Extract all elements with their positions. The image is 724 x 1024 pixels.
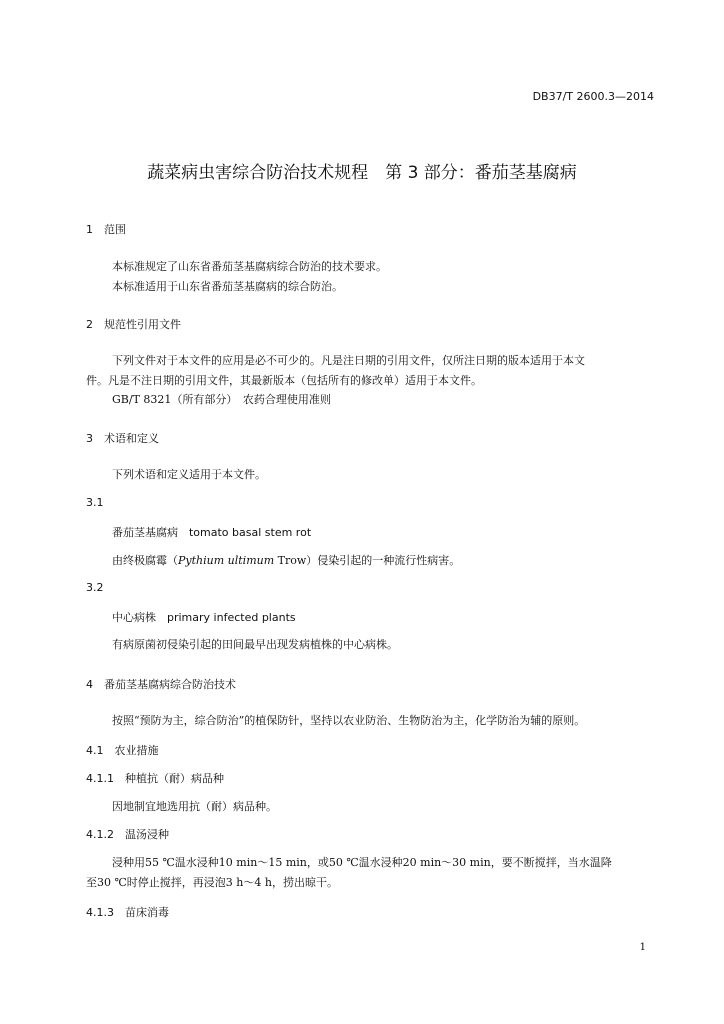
section-3-intro: 下列术语和定义适用于本文件。 bbox=[112, 468, 266, 481]
subsection-4-1-1-heading: 4.1.1 种植抗（耐）病品种 bbox=[86, 772, 224, 785]
latin-name: Pythium ultimum bbox=[178, 554, 275, 567]
normative-reference: GB/T 8321（所有部分） 农药合理使用准则 bbox=[112, 393, 331, 406]
section-1-paragraph-2: 本标准适用于山东省番茄茎基腐病的综合防治。 bbox=[112, 280, 343, 293]
subsection-4-1-2-line-2: 至30 ℃时停止搅拌，再浸泡3 h～4 h，捞出晾干。 bbox=[86, 876, 338, 889]
standard-code: DB37/T 2600.3—2014 bbox=[532, 90, 654, 103]
section-4-heading: 4 番茄茎基腐病综合防治技术 bbox=[86, 678, 236, 691]
section-4-principle: 按照“预防为主，综合防治”的植保防针，坚持以农业防治、生物防治为主，化学防治为辅的原则。 bbox=[112, 714, 586, 727]
subsection-4-1-2-line-1: 浸种用55 ℃温水浸种10 min～15 min，或50 ℃温水浸种20 min～30 min，要不断搅拌，当水温降 bbox=[112, 856, 612, 869]
subsection-4-1-2-heading: 4.1.2 温汤浸种 bbox=[86, 828, 169, 841]
section-1-heading: 1 范围 bbox=[86, 223, 126, 236]
term-3-1-definition bbox=[112, 552, 460, 568]
definition-suffix: Trow）侵染引起的一种流行性病害。 bbox=[274, 554, 461, 567]
subsection-4-1-3-heading: 4.1.3 苗床消毒 bbox=[86, 906, 169, 919]
term-3-2-definition: 有病原菌初侵染引起的田间最早出现发病植株的中心病株。 bbox=[112, 638, 398, 651]
term-3-2-number: 3.2 bbox=[86, 581, 104, 594]
term-3-1-title: 番茄茎基腐病 tomato basal stem rot bbox=[112, 526, 312, 539]
section-2-heading: 2 规范性引用文件 bbox=[86, 318, 181, 331]
term-3-1-number: 3.1 bbox=[86, 496, 104, 509]
document-title: 蔬菜病虫害综合防治技术规程 第 3 部分：番茄茎基腐病 bbox=[147, 163, 577, 183]
section-2-paragraph-line-1: 下列文件对于本文件的应用是必不可少的。凡是注日期的引用文件，仅所注日期的版本适用于本文 bbox=[112, 354, 585, 367]
subsection-4-1-1-text: 因地制宜地选用抗（耐）病品种。 bbox=[112, 800, 277, 813]
section-1-paragraph-1: 本标准规定了山东省番茄茎基腐病综合防治的技术要求。 bbox=[112, 260, 387, 273]
term-3-2-title: 中心病株 primary infected plants bbox=[112, 611, 296, 624]
section-2-paragraph-line-2: 件。凡是不注日期的引用文件，其最新版本（包括所有的修改单）适用于本文件。 bbox=[86, 374, 482, 387]
section-3-heading: 3 术语和定义 bbox=[86, 432, 159, 445]
page-number: 1 bbox=[639, 942, 646, 953]
definition-prefix: 由终极腐霉（ bbox=[112, 554, 178, 567]
subsection-4-1-heading: 4.1 农业措施 bbox=[86, 744, 159, 757]
